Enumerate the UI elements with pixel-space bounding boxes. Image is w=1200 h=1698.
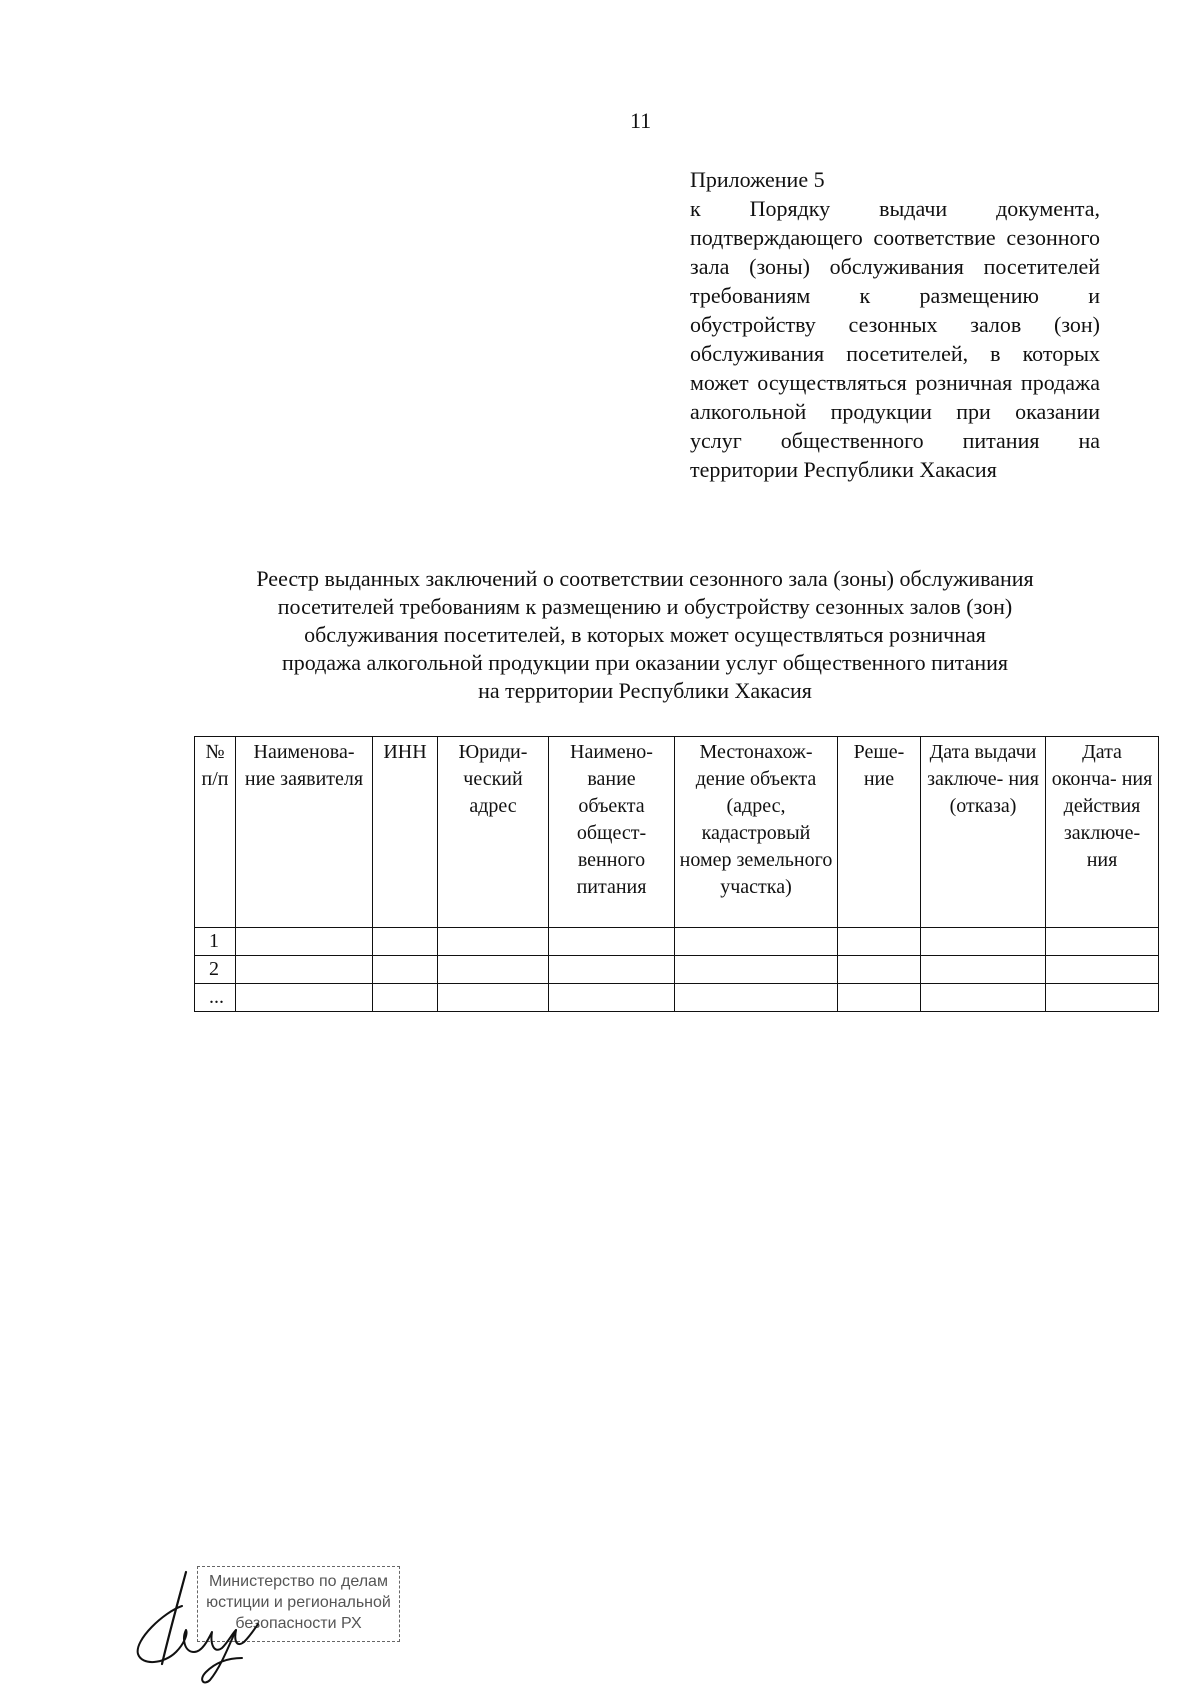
table-cell (438, 984, 549, 1012)
table-cell (236, 928, 373, 956)
table-cell (549, 956, 675, 984)
table-cell (1046, 984, 1159, 1012)
table-cell (236, 984, 373, 1012)
table-cell (373, 928, 438, 956)
table-cell (675, 984, 838, 1012)
table-row (195, 984, 1159, 1012)
stamp-line: юстиции и региональной (206, 1594, 391, 1611)
table-cell (549, 928, 675, 956)
column-header-facility-name: Наимено- вание объекта общест- венного питания (549, 737, 675, 928)
table-cell (236, 956, 373, 984)
table-cell (838, 984, 921, 1012)
appendix-block (690, 165, 1100, 484)
table-cell (438, 956, 549, 984)
column-header-facility-location: Местонахож- дение объекта (адрес, кадастровый номер земельного участка) (675, 737, 838, 928)
register-title-line: на территории Республики Хакасия (478, 678, 812, 703)
stamp-line: Министерство по делам (209, 1573, 388, 1590)
table-cell (373, 956, 438, 984)
table-header-row (195, 737, 1159, 928)
registry-table (194, 736, 1159, 1012)
appendix-text: к Порядку выдачи документа, подтверждающего соответствие сезонного зала (зоны) обслуживания посетителей требованиям к размещению и обустройству сезонных залов (зон) обслуживания посетителей, в которых может осуществляться розничная продажа алкогольной продукции при оказании услуг общественного питания на территории Республики Хакасия (690, 196, 1100, 482)
table-cell (549, 984, 675, 1012)
table-cell (921, 956, 1046, 984)
table-cell (1046, 956, 1159, 984)
appendix-title: Приложение 5 (690, 167, 825, 192)
page-number: 11 (630, 108, 652, 133)
row-number: 1 (195, 928, 236, 956)
column-header-inn: ИНН (373, 737, 438, 928)
table-cell (675, 956, 838, 984)
handwritten-signature (124, 1568, 284, 1686)
table-cell (675, 928, 838, 956)
table-row (195, 956, 1159, 984)
table-cell (438, 928, 549, 956)
table-cell (921, 984, 1046, 1012)
column-header-number: № п/п (195, 737, 236, 928)
register-title-line: посетителей требованиям к размещению и обустройству сезонных залов (зон) (277, 594, 1013, 619)
table-cell (1046, 928, 1159, 956)
stamp-line: безопасности РХ (235, 1615, 362, 1632)
table-cell (373, 984, 438, 1012)
table-cell (838, 928, 921, 956)
table-cell (838, 956, 921, 984)
table-row (195, 928, 1159, 956)
column-header-issue-date: Дата выдачи заключе- ния (отказа) (921, 737, 1046, 928)
register-title-line: продажа алкогольной продукции при оказании услуг общественного питания (281, 650, 1009, 675)
register-title (190, 565, 1100, 705)
table-cell (921, 928, 1046, 956)
column-header-legal-address: Юриди- ческий адрес (438, 737, 549, 928)
column-header-decision: Реше- ние (838, 737, 921, 928)
column-header-expiry-date: Дата оконча- ния действия заключе- ния (1046, 737, 1159, 928)
column-header-applicant-name: Наименова- ние заявителя (236, 737, 373, 928)
register-title-line: Реестр выданных заключений о соответствии сезонного зала (зоны) обслуживания (256, 566, 1034, 591)
row-number: ... (195, 984, 236, 1012)
register-title-line: обслуживания посетителей, в которых может осуществляться розничная (304, 622, 986, 647)
row-number: 2 (195, 956, 236, 984)
